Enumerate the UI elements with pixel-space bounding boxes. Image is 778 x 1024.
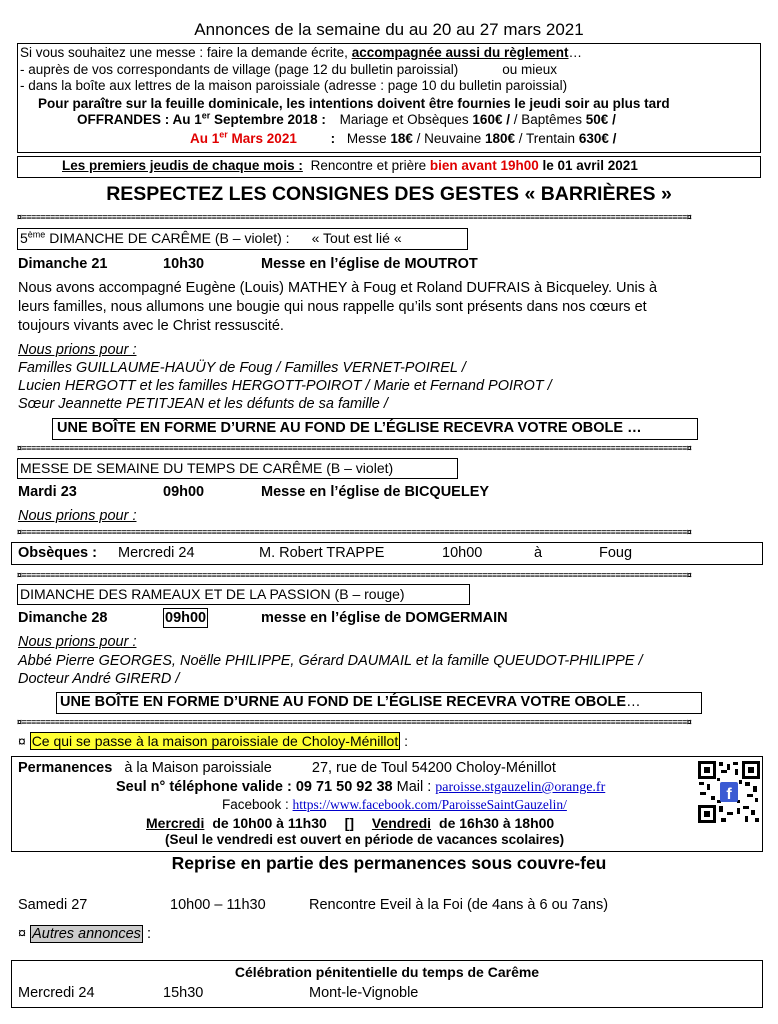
- sunday21-day: Dimanche 21: [18, 256, 108, 272]
- intention-line: Sœur Jeannette PETITJEAN et les défunts de sa famille /: [18, 396, 388, 412]
- jeudis-line: Les premiers jeudis de chaque mois : Rencontre et prière bien avant 19h00 le 01 avril 2021: [62, 158, 638, 173]
- rameaux-time: 09h00: [165, 610, 207, 626]
- sunday21-event: Messe en l’église de MOUTROT: [261, 256, 478, 272]
- rameaux-event: messe en l’église de DOMGERMAIN: [261, 610, 508, 626]
- intention-line: Familles GUILLAUME-HAUÜY de Foug / Familles VERNET-POIREL /: [18, 360, 466, 376]
- obseques-place: Foug: [599, 545, 633, 561]
- maison-heading: ¤ Ce qui se passe à la maison paroissiale de Choloy-Ménillot :: [18, 733, 408, 749]
- urne-text: UNE BOÎTE EN FORME D’URNE AU FOND DE L’ÉGLISE RECEVRA VOTRE OBOLE…: [60, 694, 641, 710]
- hours-line: Mercredi de 10h00 à 11h30 [] Vendredi de 16h30 à 18h00: [146, 815, 555, 831]
- penit-time: 15h30: [163, 985, 204, 1001]
- contact-line: Seul n° téléphone valide : 09 71 50 92 38 Mail : paroisse.stgauzelin@orange.fr: [116, 779, 606, 795]
- penit-day: Mercredi 24: [18, 985, 95, 1001]
- separator: ¤≡≡≡≡≡≡≡≡≡≡≡≡≡≡≡≡≡≡≡≡≡≡≡≡≡≡≡≡≡≡≡≡≡≡≡≡≡≡≡≡≡≡≡≡≡≡≡≡≡≡≡≡≡≡≡≡≡≡≡≡≡≡≡≡≡≡≡≡≡≡≡≡≡≡≡≡≡≡≡≡≡≡≡≡≡≡≡≡≡≡≡≡≡≡≡≡≡≡≡≡≡≡≡≡≡≡≡≡≡≡≡≡≡≡≡≡≡≡≡≡≡≡≡≡≡≡≡≡≡≡≡≡≡≡≡≡≡≡≡≡¤: [17, 528, 692, 536]
- separator: ¤≡≡≡≡≡≡≡≡≡≡≡≡≡≡≡≡≡≡≡≡≡≡≡≡≡≡≡≡≡≡≡≡≡≡≡≡≡≡≡≡≡≡≡≡≡≡≡≡≡≡≡≡≡≡≡≡≡≡≡≡≡≡≡≡≡≡≡≡≡≡≡≡≡≡≡≡≡≡≡≡≡≡≡≡≡≡≡≡≡≡≡≡≡≡≡≡≡≡≡≡≡≡≡≡≡≡≡≡≡≡≡≡≡≡≡≡≡≡≡≡≡≡≡≡≡≡≡≡≡≡≡≡≡≡≡≡≡≡≡≡¤: [17, 213, 692, 221]
- intention-line: Lucien HERGOTT et les familles HERGOTT-POIROT / Marie et Fernand POIROT /: [18, 378, 552, 394]
- prions-label: Nous prions pour :: [18, 342, 137, 358]
- autres-heading: ¤ Autres annonces :: [18, 926, 151, 942]
- obseques-day: Mercredi 24: [118, 545, 195, 561]
- mail-link[interactable]: paroisse.stgauzelin@orange.fr: [435, 780, 606, 795]
- samedi-day: Samedi 27: [18, 897, 88, 913]
- urne-text: UNE BOÎTE EN FORME D’URNE AU FOND DE L’ÉGLISE RECEVRA VOTRE OBOLE …: [57, 420, 642, 436]
- facebook-link[interactable]: https://www.facebook.com/ParoisseSaintGauzelin/: [292, 797, 567, 812]
- penit-place: Mont-le-Vignoble: [309, 985, 419, 1001]
- sunday21-time: 10h30: [163, 256, 205, 272]
- sunday21-para-3: toujours vivants avec le Christ ressuscité.: [18, 318, 284, 334]
- prions-label: Nous prions pour :: [18, 634, 137, 650]
- obseques-a: à: [534, 545, 543, 561]
- request-line-2: - auprès de vos correspondants de village (page 12 du bulletin paroissial) ou mieux: [20, 62, 558, 77]
- separator: ¤≡≡≡≡≡≡≡≡≡≡≡≡≡≡≡≡≡≡≡≡≡≡≡≡≡≡≡≡≡≡≡≡≡≡≡≡≡≡≡≡≡≡≡≡≡≡≡≡≡≡≡≡≡≡≡≡≡≡≡≡≡≡≡≡≡≡≡≡≡≡≡≡≡≡≡≡≡≡≡≡≡≡≡≡≡≡≡≡≡≡≡≡≡≡≡≡≡≡≡≡≡≡≡≡≡≡≡≡≡≡≡≡≡≡≡≡≡≡≡≡≡≡≡≡≡≡≡≡≡≡≡≡≡≡≡≡≡≡≡≡¤: [17, 571, 692, 579]
- rameaux-day: Dimanche 28: [18, 610, 108, 626]
- sunday21-para-2: leurs familles, nous allumons une bougie qui nous rappelle qu’ils sont présents dans nos cœurs et: [18, 299, 647, 315]
- samedi-time: 10h00 – 11h30: [170, 897, 266, 913]
- facebook-line: Facebook : https://www.facebook.com/ParoisseSaintGauzelin/: [222, 797, 567, 812]
- offrandes-line-1: OFFRANDES : Au 1er Septembre 2018 : Mariage et Obsèques 160€ / / Baptêmes 50€ /: [77, 110, 616, 127]
- intention-line: Abbé Pierre GEORGES, Noëlle PHILIPPE, Gérard DAUMAIL et la famille QUEUDOT-PHILIPPE /: [18, 653, 643, 669]
- permanences-line: Permanences à la Maison paroissiale 27, rue de Toul 54200 Choloy-Ménillot: [18, 760, 556, 776]
- qr-code-icon: [697, 760, 761, 824]
- semaine-day: Mardi 23: [18, 484, 77, 500]
- separator: ¤≡≡≡≡≡≡≡≡≡≡≡≡≡≡≡≡≡≡≡≡≡≡≡≡≡≡≡≡≡≡≡≡≡≡≡≡≡≡≡≡≡≡≡≡≡≡≡≡≡≡≡≡≡≡≡≡≡≡≡≡≡≡≡≡≡≡≡≡≡≡≡≡≡≡≡≡≡≡≡≡≡≡≡≡≡≡≡≡≡≡≡≡≡≡≡≡≡≡≡≡≡≡≡≡≡≡≡≡≡≡≡≡≡≡≡≡≡≡≡≡≡≡≡≡≡≡≡≡≡≡≡≡≡≡≡≡≡≡≡≡¤: [17, 444, 692, 452]
- request-deadline: Pour paraître sur la feuille dominicale, les intentions doivent être fournies le jeudi soir au plus tard: [38, 96, 670, 111]
- separator: ¤≡≡≡≡≡≡≡≡≡≡≡≡≡≡≡≡≡≡≡≡≡≡≡≡≡≡≡≡≡≡≡≡≡≡≡≡≡≡≡≡≡≡≡≡≡≡≡≡≡≡≡≡≡≡≡≡≡≡≡≡≡≡≡≡≡≡≡≡≡≡≡≡≡≡≡≡≡≡≡≡≡≡≡≡≡≡≡≡≡≡≡≡≡≡≡≡≡≡≡≡≡≡≡≡≡≡≡≡≡≡≡≡≡≡≡≡≡≡≡≡≡≡≡≡≡≡≡≡≡≡≡≡≡≡≡≡≡≡≡≡¤: [17, 718, 692, 726]
- svg-text:f: f: [726, 786, 732, 803]
- semaine-event: Messe en l’église de BICQUELEY: [261, 484, 490, 500]
- obseques-label: Obsèques :: [18, 545, 97, 561]
- rameaux-heading: DIMANCHE DES RAMEAUX ET DE LA PASSION (B – rouge): [20, 586, 405, 602]
- semaine-heading: MESSE DE SEMAINE DU TEMPS DE CARÊME (B – violet): [20, 460, 394, 476]
- reprise-heading: Reprise en partie des permanences sous couvre-feu: [171, 853, 607, 873]
- semaine-time: 09h00: [163, 484, 205, 500]
- obseques-time: 10h00: [442, 545, 483, 561]
- request-line-3: - dans la boîte aux lettres de la maison paroissiale (adresse : page 10 du bulletin paroissial): [20, 78, 568, 93]
- barrier-banner: RESPECTEZ LES CONSIGNES DES GESTES « BARRIÈRES »: [106, 183, 672, 205]
- page-title: Annonces de la semaine du au 20 au 27 mars 2021: [194, 20, 584, 39]
- obseques-name: M. Robert TRAPPE: [259, 545, 385, 561]
- vacances-note: (Seul le vendredi est ouvert en période de vacances scolaires): [165, 832, 565, 847]
- intention-line: Docteur André GIRERD /: [18, 671, 180, 687]
- penit-title: Célébration pénitentielle du temps de Carême: [234, 964, 540, 980]
- sunday21-heading: 5ème DIMANCHE DE CARÊME (B – violet) : « Tout est lié «: [20, 229, 402, 246]
- offrandes-line-2: Au 1er Mars 2021 : Messe 18€ / Neuvaine 180€ / Trentain 630€ /: [190, 129, 617, 146]
- sunday21-para-1: Nous avons accompagné Eugène (Louis) MATHEY à Foug et Roland DUFRAIS à Bicqueley. Unis à: [18, 280, 658, 296]
- prions-label: Nous prions pour :: [18, 508, 137, 524]
- request-line-1: Si vous souhaitez une messe : faire la demande écrite, accompagnée aussi du règlement…: [20, 45, 583, 60]
- samedi-event: Rencontre Eveil à la Foi (de 4ans à 6 ou 7ans): [309, 897, 609, 913]
